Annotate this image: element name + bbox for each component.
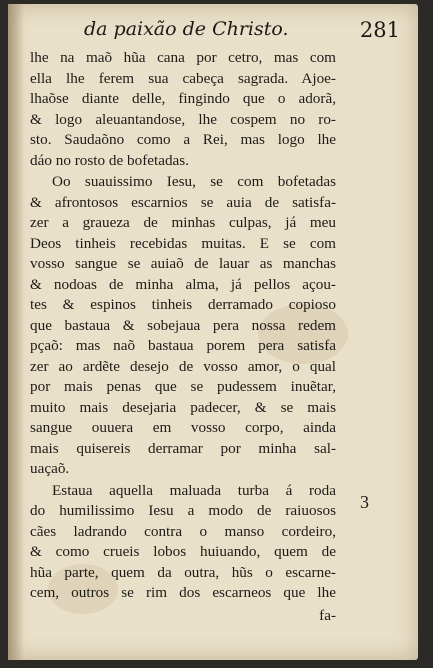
margin-note: 3 [360, 492, 369, 512]
text-line: Deos tinheis recebidas muitas. E se com [30, 234, 336, 252]
text-line: por mais penas que se pudessem inuẽtar, [30, 378, 336, 395]
text-line: & nodoas de minha alma, já pellos açou- [30, 275, 336, 293]
text-line: zer a graueza de minhas culpas, já meu [30, 214, 336, 231]
text-line: zer ao ardẽte desejo de vosso amor, o qual [30, 357, 336, 375]
text-line: sangue ouuera em vosso corpo, ainda [30, 419, 336, 436]
text-line: Estaua aquella maluada turba á roda [52, 481, 336, 499]
page-number: 281 [359, 18, 400, 42]
text-line: tes & espinos tinheis derramado copioso [30, 296, 336, 313]
text-line: cem, outros se rim dos escarneos que lhe [30, 584, 336, 601]
text-line: & logo aleuantandose, lhe cospem no ro- [30, 110, 336, 128]
text-line: hũa parte, quem da outra, hũs o escarne- [30, 563, 336, 581]
paragraph-1 [30, 48, 336, 171]
page-header [78, 16, 408, 46]
text-line: do humilissimo Iesu a modo de raiuosos [30, 502, 336, 519]
text-line: que bastaua & sobejaua pera nossa redem [30, 316, 336, 334]
page-gutter-shadow [8, 4, 24, 660]
paragraph-2 [30, 172, 336, 480]
text-line: Oo suauissimo Iesu, se com bofetadas [52, 173, 336, 190]
text-line: pçaõ: mas naõ bastaua porem pera satisfa [30, 337, 336, 354]
text-line: ella lhe ferem sua cabeça sagrada. Ajoe- [30, 69, 336, 87]
body-text [30, 48, 336, 626]
text-line: & afrontosos escarnios se auia de satisfa- [30, 193, 336, 211]
text-line: muito mais desejaria padecer, & se mais [30, 398, 336, 416]
text-line: lhaõse diante delle, fingindo que o adorã, [30, 90, 336, 107]
text-line: & como crueis lobos huiuando, quem de [30, 543, 336, 560]
paragraph-3 [30, 481, 336, 604]
book-page [8, 4, 418, 660]
text-line: sto. Saudaõno como a Rei, mas logo lhe [30, 131, 336, 148]
text-line: mais quisereis derramar por minha sal- [30, 439, 336, 457]
text-line: vosso sangue se auiaõ de lauar as manchas [30, 255, 336, 272]
catchword: fa- [319, 606, 336, 624]
text-line: cães ladrando contra o manso cordeiro, [30, 522, 336, 540]
text-line: uaçaõ. [30, 460, 70, 477]
text-line: lhe na maõ hũa cana por cetro, mas com [30, 49, 336, 66]
text-line: dáo no rosto de bofetadas. [30, 151, 190, 169]
running-title: da paixão de Christo. [84, 18, 289, 40]
